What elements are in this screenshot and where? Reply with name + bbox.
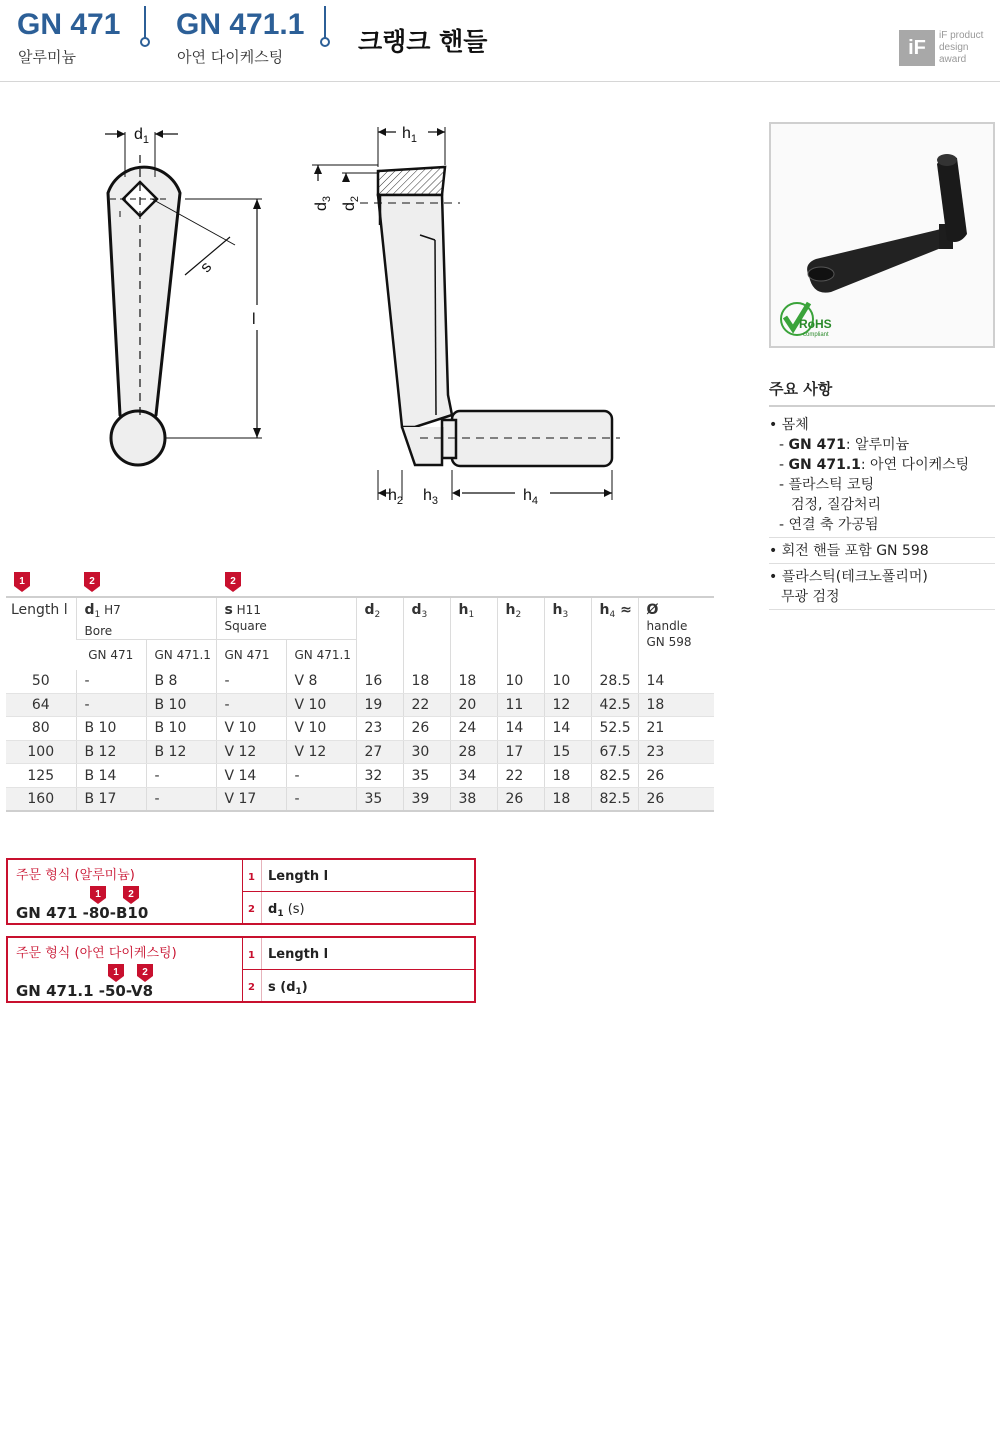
- svg-text:RoHS: RoHS: [799, 317, 832, 331]
- dim-h1: $h_1$: [402, 125, 418, 145]
- order-code: GN 471 -80-B10: [16, 904, 149, 922]
- material-aluminium: 알루미늄: [18, 48, 76, 66]
- dim-s: s: [197, 258, 216, 276]
- col-length: Length l: [6, 597, 76, 670]
- col-handle-dia: Ø handle GN 598: [638, 597, 714, 670]
- table-row: 80 B 10 B 10 V 10 V 10 23 26 24 14 14 52.5 21: [6, 717, 714, 741]
- col-s: s H11 Square: [216, 597, 356, 640]
- feature-coating: - 플라스틱 코팅: [779, 477, 875, 493]
- marker-2-icon: [137, 964, 153, 982]
- col-d3: $d_3$: [403, 597, 450, 670]
- order-box-zinc: 주문 형식 (아연 다이케스팅) 1 2 GN 471.1 -50-V8 1 Length l 2 s $(d_1)$: [6, 936, 476, 1003]
- product-code-gn471: GN 471: [17, 8, 121, 41]
- order-desc-square: s $(d_1)$: [268, 980, 308, 997]
- order-label: 주문 형식 (아연 다이케스팅): [16, 946, 177, 961]
- features-title: 주요 사항: [769, 378, 995, 407]
- order-code: GN 471.1 -50-V8: [16, 982, 154, 1000]
- marker-1-icon: [90, 886, 106, 904]
- svg-text:2: 2: [230, 576, 236, 587]
- dim-d2: $d_2$: [341, 195, 361, 211]
- marker-2-icon: [84, 572, 100, 592]
- svg-text:compliant: compliant: [803, 332, 829, 338]
- dim-d1: $d_1$: [134, 126, 150, 146]
- rohs-icon: [779, 299, 849, 339]
- material-zinc: 아연 다이케스팅: [177, 48, 284, 66]
- svg-text:2: 2: [89, 576, 95, 587]
- order-box-aluminium: 주문 형식 (알루미늄) 1 2 GN 471 -80-B10 1 Length l 2 $d_1$ (s): [6, 858, 476, 925]
- col-s-gn4711: GN 471.1: [286, 640, 356, 670]
- features-panel: [769, 378, 995, 610]
- page-title: 크랭크 핸들: [358, 27, 488, 56]
- marker-1-icon: [14, 572, 30, 592]
- order-desc-length: Length l: [268, 947, 329, 962]
- marker-1-icon: [108, 964, 124, 982]
- col-d2: $d_2$: [356, 597, 403, 670]
- header: [0, 0, 1000, 82]
- dimension-table: [6, 596, 714, 812]
- dim-h4: $h_4$: [523, 487, 539, 507]
- table-markers: [0, 572, 720, 594]
- feature-coating-detail: 검정, 질감처리: [791, 497, 882, 513]
- svg-text:1: 1: [19, 576, 25, 587]
- product-photo: [769, 122, 995, 348]
- col-d1-gn471: GN 471: [88, 647, 134, 662]
- feature-plastic: • 플라스틱(테크노폴리머) 무광 검정: [769, 564, 995, 610]
- feature-body-gn471: - GN 471: 알루미늄: [779, 437, 910, 453]
- svg-text:2: 2: [128, 889, 134, 900]
- dim-l: l: [252, 311, 256, 328]
- order-desc-bore: $d_1$ (s): [268, 902, 305, 919]
- if-award-logo: [899, 30, 994, 68]
- if-logo-icon: iF: [899, 30, 935, 66]
- feature-rotating-handle: • 회전 핸들 포함 GN 598: [769, 538, 995, 564]
- svg-text:1: 1: [113, 967, 119, 978]
- col-d1: $d_1$ H7 Bore: [76, 597, 216, 640]
- table-row: 160 B 17 - V 17 - 35 39 38 26 18 82.5 26: [6, 787, 714, 811]
- product-code-gn4711: GN 471.1: [176, 8, 305, 41]
- col-h4: $h_4$ ≈: [591, 597, 638, 670]
- table-row: 50 - B 8 - V 8 16 18 18 10 10 28.5 14: [6, 670, 714, 694]
- technical-drawing: [90, 115, 630, 515]
- table-row: 64 - B 10 - V 10 19 22 20 11 12 42.5 18: [6, 693, 714, 717]
- feature-body: • 몸체 - GN 471: 알루미늄 - GN 471.1: 아연 다이케스팅 - 플라스틱 코팅 검정, 질감처리 - 연결 축 가공됨: [769, 407, 995, 538]
- col-h1: $h_1$: [450, 597, 497, 670]
- order-label: 주문 형식 (알루미늄): [16, 868, 135, 883]
- header-separator: [320, 6, 330, 46]
- col-d1-gn4711: GN 471.1: [146, 640, 216, 670]
- marker-2-icon: [225, 572, 241, 592]
- dim-h3: $h_3$: [423, 487, 439, 507]
- feature-body-gn4711: - GN 471.1: 아연 다이케스팅: [779, 457, 970, 473]
- svg-text:2: 2: [142, 967, 148, 978]
- col-h2: $h_2$: [497, 597, 544, 670]
- order-desc-length: Length l: [268, 869, 329, 884]
- dim-h2: $h_2$: [388, 487, 404, 507]
- svg-text:1: 1: [95, 889, 101, 900]
- table-row: 125 B 14 - V 14 - 32 35 34 22 18 82.5 26: [6, 764, 714, 788]
- feature-shaft: - 연결 축 가공됨: [779, 517, 879, 533]
- col-h3: $h_3$: [544, 597, 591, 670]
- table-row: 100 B 12 B 12 V 12 V 12 27 30 28 17 15 67.5 23: [6, 740, 714, 764]
- award-text: iF product design award: [939, 30, 984, 65]
- dim-d3: $d_3$: [313, 195, 333, 211]
- marker-2-icon: [123, 886, 139, 904]
- header-separator: [140, 6, 150, 46]
- col-s-gn471: GN 471: [216, 640, 286, 670]
